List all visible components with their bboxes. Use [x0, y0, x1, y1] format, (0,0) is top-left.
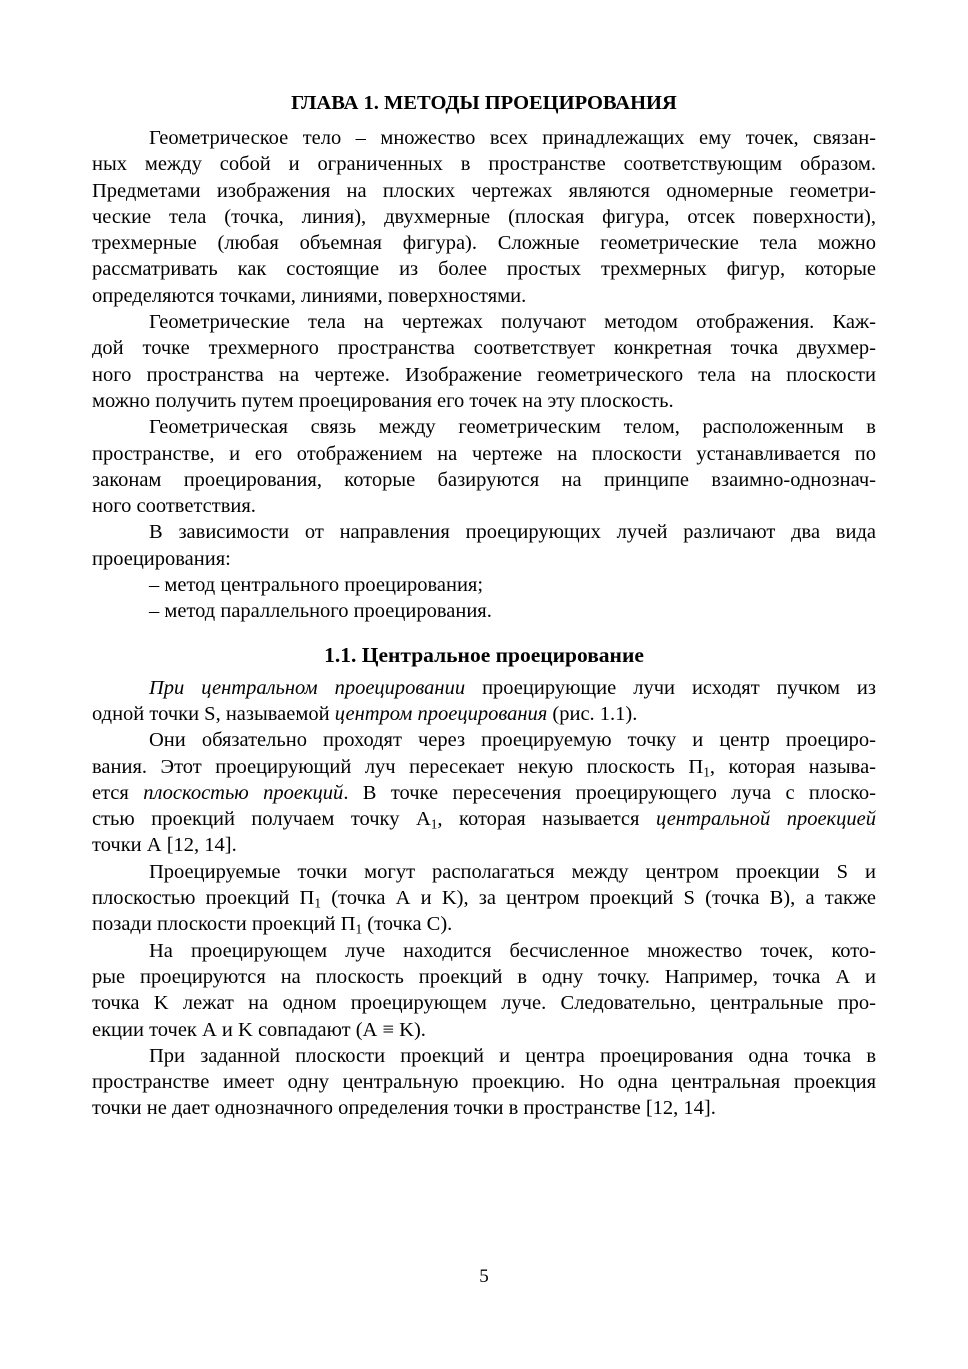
- text-line: Геометрические тела на чертежах получают методом отображения. Каж-: [149, 311, 876, 334]
- paragraph-section-4: [92, 938, 876, 1043]
- text-line: [92, 780, 876, 806]
- italic-term: центром проецирования: [334, 702, 548, 725]
- text-line: Геометрическое тело – множество всех принадлежащих ему точек, связан-: [149, 127, 876, 149]
- paragraph-section-2: [92, 727, 876, 858]
- paragraph-intro-4: [92, 519, 876, 572]
- text-line: [92, 675, 876, 701]
- paragraph-intro-1: [92, 125, 876, 309]
- italic-term: При центральном проецировании: [149, 676, 466, 699]
- text-fragment: стью проекций получаем точку А: [92, 808, 431, 831]
- text-fragment: плоскостью проекций П: [92, 887, 315, 910]
- text-line: екции точек А и K совпадают (А ≡ K).: [92, 1018, 426, 1041]
- text-line: ческие тела (точка, линия), двухмерные (плоская фигура, отсек поверхности),: [92, 205, 876, 228]
- subscript: 1: [355, 921, 363, 937]
- chapter-title: ГЛАВА 1. МЕТОДЫ ПРОЕЦИРОВАНИЯ: [291, 92, 677, 114]
- text-fragment: (точка А и K), за центром проекций S (точка B), а также: [321, 887, 876, 910]
- text-line: можно получить путем проецирования его точек на эту плоскость.: [92, 389, 674, 412]
- subscript: 1: [703, 763, 710, 779]
- text-fragment: . В точке пересечения проецирующего луча с плоско-: [343, 781, 876, 804]
- text-line: точки не дает однозначного определения точки в пространстве [12, 14].: [92, 1097, 716, 1120]
- text-line: трехмерные (любая объемная фигура). Сложные геометрические тела можно: [92, 232, 876, 255]
- text-line: точка K лежат на одном проецирующем луче. Следовательно, центральные про-: [92, 992, 876, 1015]
- text-line: При заданной плоскости проекций и центра проецирования одна точка в: [149, 1044, 876, 1067]
- text-line: определяются точками, линиями, поверхностями.: [92, 284, 527, 307]
- text-line: Предметами изображения на плоских чертежах являются одномерные геометри-: [92, 179, 876, 202]
- text-line: [92, 885, 876, 911]
- text-line: [92, 911, 876, 937]
- text-fragment: (точка C).: [362, 913, 453, 936]
- list-item: – метод центрального проецирования;: [149, 574, 484, 597]
- text-fragment: одной точки S, называемой: [92, 702, 335, 725]
- page-number: 5: [479, 1266, 489, 1287]
- text-line: пространстве, и его отображением на чертеже на плоскости устанавливается по: [92, 442, 876, 465]
- text-fragment: , которая называется: [437, 808, 656, 831]
- text-line: На проецирующем луче находится бесчисленное множество точек, кото-: [149, 939, 876, 962]
- text-line: рассматривать как состоящие из более простых трехмерных фигур, которые: [92, 258, 876, 281]
- text-line: ных между собой и ограниченных в пространстве соответствующим образом.: [92, 153, 876, 176]
- italic-term: плоскостью проекций: [143, 781, 344, 804]
- text-line: дой точке трехмерного пространства соответствует конкретная точка двухмер-: [92, 337, 876, 360]
- text-line: В зависимости от направления проецирующих лучей различают два вида: [149, 521, 876, 544]
- text-fragment: (рис. 1.1).: [547, 702, 638, 725]
- text-line: ного пространства на чертеже. Изображение геометрического тела на плоскости: [92, 363, 876, 386]
- text-fragment: позади плоскости проекций П: [92, 913, 356, 936]
- page-content: [92, 88, 876, 1122]
- paragraph-section-3: [92, 859, 876, 938]
- text-line: [92, 754, 876, 780]
- text-line: [92, 701, 876, 727]
- list-item: – метод параллельного проецирования.: [149, 600, 492, 623]
- subscript: 1: [314, 895, 321, 911]
- paragraph-section-5: [92, 1043, 876, 1122]
- italic-term: центральной проекцией: [655, 808, 876, 831]
- text-line: ного соответствия.: [92, 495, 256, 518]
- paragraph-section-1: [92, 675, 876, 728]
- text-line: [92, 806, 876, 832]
- text-line: законам проецирования, которые базируются на принципе взаимно-однознач-: [92, 468, 876, 491]
- section-title: 1.1. Центральное проецирование: [324, 642, 644, 667]
- text-fragment: проецирующие лучи исходят пучком из: [465, 676, 876, 699]
- paragraph-intro-2: [92, 309, 876, 414]
- text-line: пространстве имеет одну центральную проекцию. Но одна центральная проекция: [92, 1071, 876, 1094]
- text-line: Они обязательно проходят через проецируемую точку и центр проециро-: [149, 729, 876, 752]
- text-line: Геометрическая связь между геометрическим телом, расположенным в: [149, 416, 876, 439]
- paragraph-intro-3: [92, 414, 876, 519]
- text-line: Проецируемые точки могут располагаться между центром проекции S и: [149, 860, 876, 883]
- text-fragment: ется: [92, 781, 144, 804]
- text-line: проецирования:: [92, 547, 231, 570]
- text-fragment: вания. Этот проецирующий луч пересекает некую плоскость П: [92, 755, 704, 778]
- text-line: точки А [12, 14].: [92, 834, 237, 857]
- text-line: рые проецируются на плоскость проекций в одну точку. Например, точка А и: [92, 965, 876, 988]
- text-fragment: , которая называ-: [709, 755, 876, 778]
- subscript: 1: [430, 816, 438, 832]
